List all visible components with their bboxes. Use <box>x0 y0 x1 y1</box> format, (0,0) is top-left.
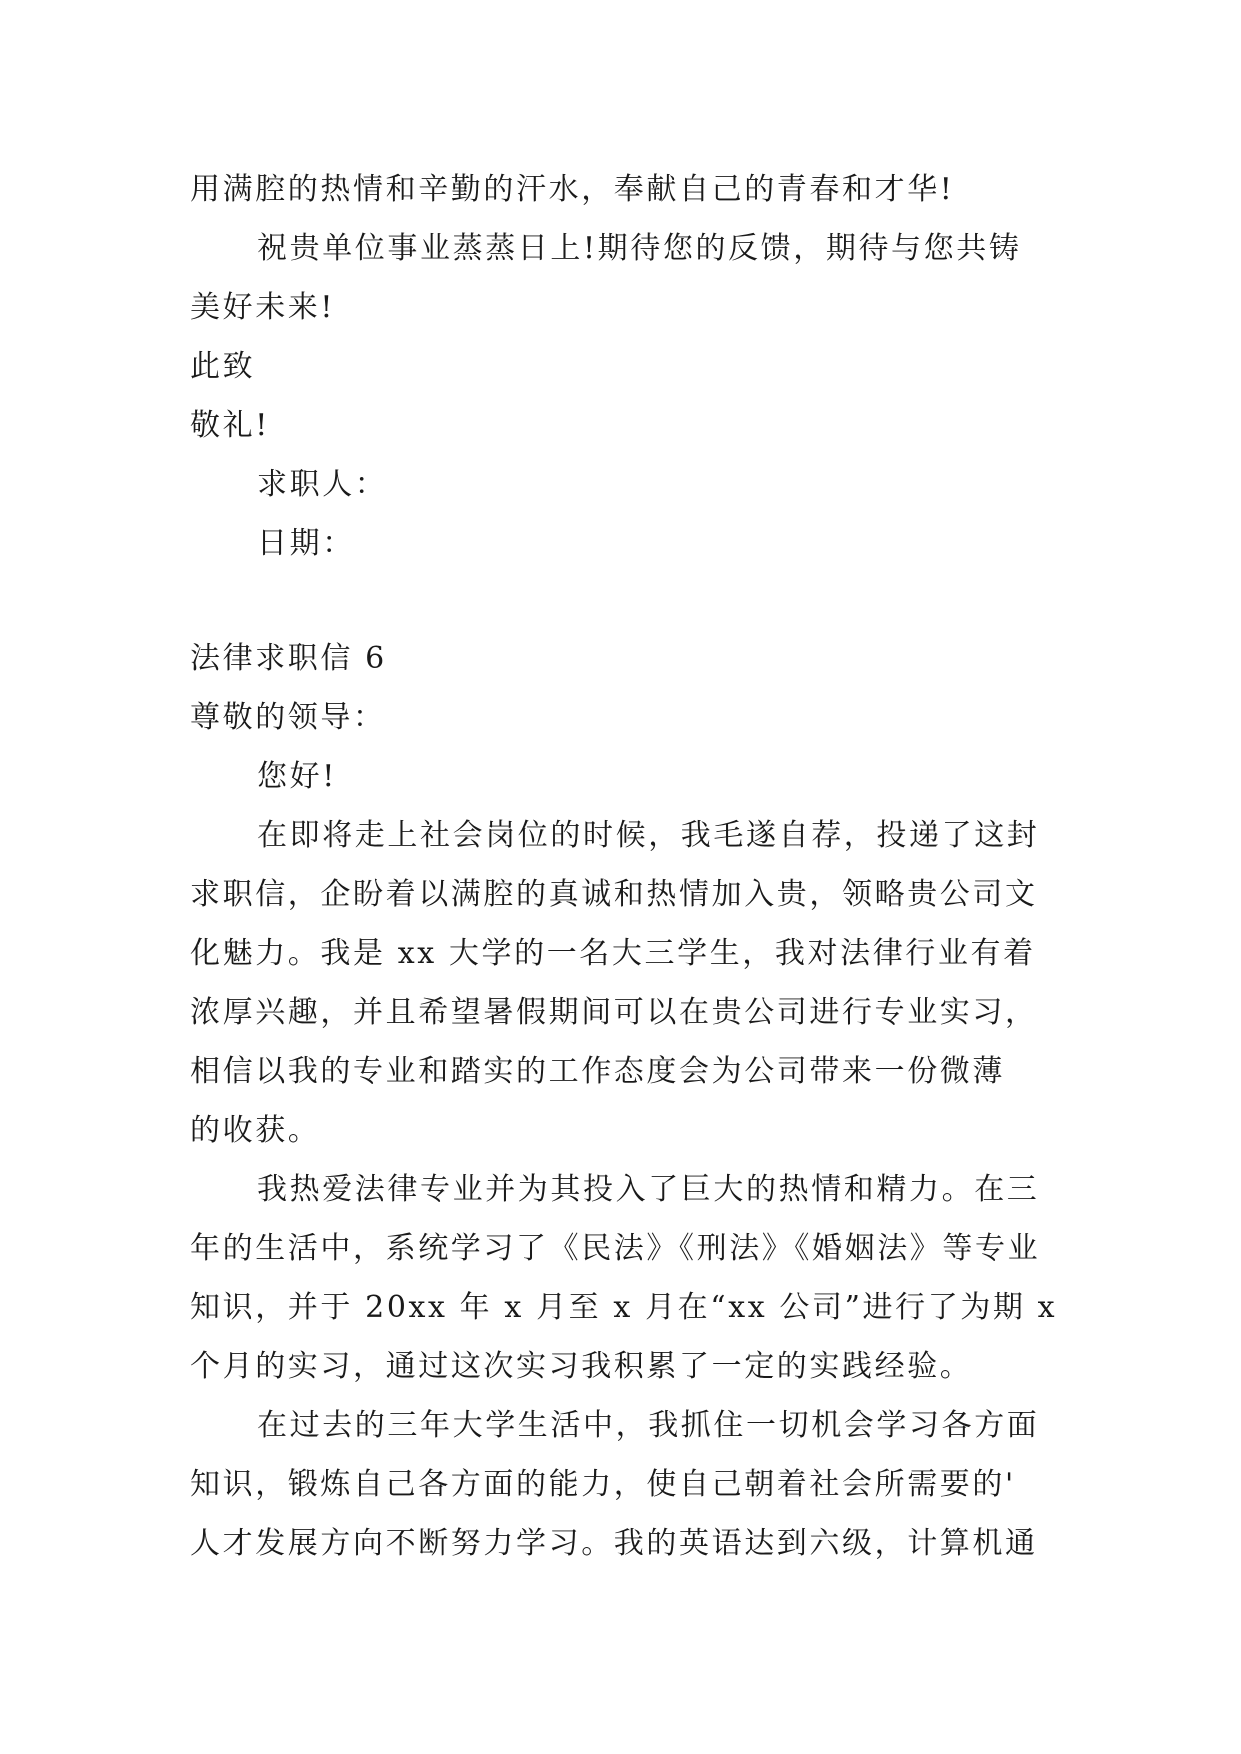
paragraph-1-line: 在即将走上社会岗位的时候，我毛遂自荐，投递了这封 <box>257 818 1040 853</box>
signature-applicant: 求职人： <box>257 467 388 502</box>
signature-date: 日期： <box>257 526 355 561</box>
letter-title: 法律求职信 6 <box>190 641 387 676</box>
paragraph-1-line: 浓厚兴趣，并且希望暑假期间可以在贵公司进行专业实习， <box>190 995 1038 1030</box>
closing-wish-line: 祝贵单位事业蒸蒸日上!期待您的反馈，期待与您共铸 <box>257 231 1022 266</box>
closing-wish-line-cont: 美好未来! <box>190 290 336 325</box>
paragraph-1-line: 化魅力。我是 xx 大学的一名大三学生，我对法律行业有着 <box>190 936 1036 971</box>
section-gap <box>190 573 1060 629</box>
paragraph-2-line: 我热爱法律专业并为其投入了巨大的热情和精力。在三 <box>257 1172 1040 1207</box>
document-body <box>190 160 1060 1573</box>
letter-hello: 您好! <box>257 759 337 794</box>
salutation-regards: 敬礼! <box>190 408 270 443</box>
letter-greeting: 尊敬的领导： <box>190 700 386 735</box>
salutation-closing: 此致 <box>190 349 256 384</box>
body-line: 用满腔的热情和辛勤的汗水，奉献自己的青春和才华! <box>190 172 955 207</box>
paragraph-1-line: 相信以我的专业和踏实的工作态度会为公司带来一份微薄 <box>190 1054 1005 1089</box>
paragraph-3-line: 知识，锻炼自己各方面的能力，使自己朝着社会所需要的' <box>190 1467 1016 1502</box>
paragraph-2-line: 知识，并于 20xx 年 x 月至 x 月在“xx 公司”进行了为期 x <box>190 1290 1058 1325</box>
paragraph-1-line: 求职信，企盼着以满腔的真诚和热情加入贵，领略贵公司文 <box>190 877 1038 912</box>
paragraph-3-line: 在过去的三年大学生活中，我抓住一切机会学习各方面 <box>257 1408 1040 1443</box>
paragraph-1-line: 的收获。 <box>190 1113 321 1148</box>
paragraph-2-line: 年的生活中，系统学习了《民法》《刑法》《婚姻法》等专业 <box>190 1231 1041 1266</box>
paragraph-2-line: 个月的实习，通过这次实习我积累了一定的实践经验。 <box>190 1349 973 1384</box>
paragraph-3-line: 人才发展方向不断努力学习。我的英语达到六级，计算机通 <box>190 1526 1038 1561</box>
